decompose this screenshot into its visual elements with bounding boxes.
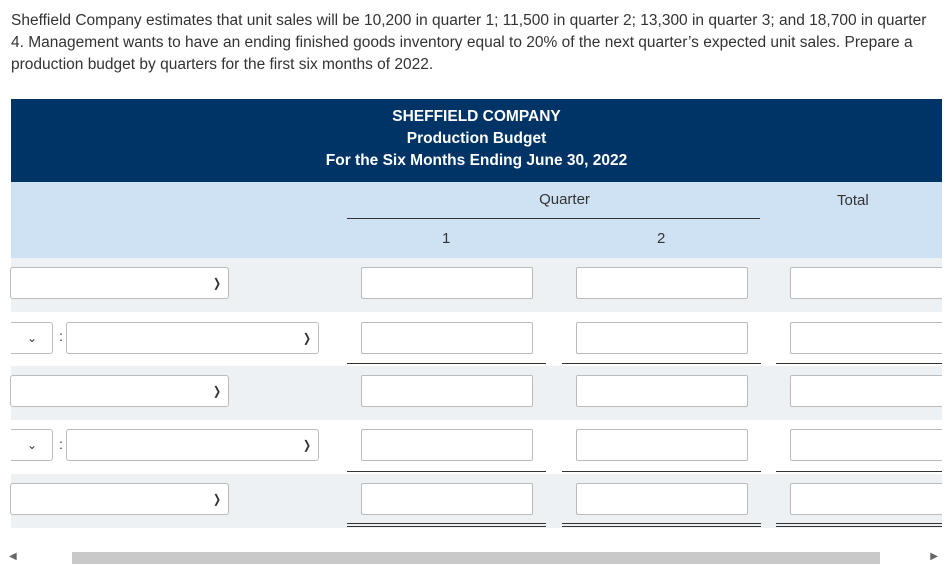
total-column-label: Total	[837, 192, 869, 209]
horizontal-scrollbar[interactable]	[0, 549, 947, 567]
row-3-total-input[interactable]	[790, 375, 942, 407]
budget-row-1	[11, 258, 942, 312]
budget-row-2	[11, 312, 942, 366]
column-headers	[11, 182, 942, 258]
budget-title: Production Budget	[406, 130, 547, 147]
chevron-down-icon: ⌄	[27, 331, 38, 345]
subtotal-rule-total	[776, 471, 942, 472]
subtotal-rule-q1	[347, 471, 546, 472]
row-4-label-select[interactable]	[66, 429, 319, 461]
triangle-left-icon[interactable]: ◀	[9, 551, 17, 562]
quarter-1-label: 1	[442, 230, 451, 247]
problem-statement: Sheffield Company estimates that unit sales will be 10,200 in quarter 1; 11,500 in quarter 2; 13,300 in quarter 3; and 18,700 in quarter 4. Management wants to have an ending finished goods inventory equal to 20% of the next quarter’s expected unit sales. Prepare a production budget by quarters for the first six months of 2022.	[11, 12, 927, 73]
row-2-operator-select[interactable]	[11, 322, 53, 354]
row-3-q1-input[interactable]	[361, 375, 533, 407]
subtotal-rule-q2	[562, 471, 761, 472]
row-4-q2-input[interactable]	[576, 429, 748, 461]
budget-row-3	[11, 366, 942, 420]
final-double-rule-q2	[562, 523, 761, 527]
budget-period: For the Six Months Ending June 30, 2022	[325, 152, 628, 169]
row-4-total-input[interactable]	[790, 429, 942, 461]
chevron-down-icon: ❯	[212, 384, 221, 398]
quarter-group-label: Quarter	[539, 191, 590, 208]
row-1-label-select[interactable]	[10, 267, 229, 299]
company-name: SHEFFIELD COMPANY	[392, 108, 561, 125]
row-4-operator-select[interactable]	[11, 429, 53, 461]
row-2-q2-input[interactable]	[576, 322, 748, 354]
final-double-rule-total	[776, 523, 942, 527]
subtotal-rule-total	[776, 363, 942, 364]
row-4-q1-input[interactable]	[361, 429, 533, 461]
row-5-q1-input[interactable]	[361, 483, 533, 515]
chevron-down-icon: ❯	[302, 438, 311, 452]
row-5-total-input[interactable]	[790, 483, 942, 515]
scrollbar-thumb[interactable]	[72, 552, 880, 564]
chevron-down-icon: ❯	[212, 492, 221, 506]
final-double-rule-q1	[347, 523, 546, 527]
row-1-q1-input[interactable]	[361, 267, 533, 299]
budget-row-5	[11, 474, 942, 528]
subtotal-rule-q2	[562, 363, 761, 364]
row-3-q2-input[interactable]	[576, 375, 748, 407]
budget-row-4	[11, 420, 942, 474]
colon-separator: :	[59, 436, 63, 452]
chevron-down-icon: ❯	[302, 331, 311, 345]
subtotal-rule-q1	[347, 363, 546, 364]
row-3-label-select[interactable]	[10, 375, 229, 407]
row-2-label-select[interactable]	[66, 322, 319, 354]
quarter-underline	[347, 218, 760, 219]
row-1-q2-input[interactable]	[576, 267, 748, 299]
row-5-label-select[interactable]	[10, 483, 229, 515]
budget-header	[11, 99, 942, 182]
chevron-down-icon: ❯	[212, 276, 221, 290]
triangle-right-icon[interactable]: ▶	[930, 551, 938, 562]
quarter-2-label: 2	[657, 230, 666, 247]
row-1-total-input[interactable]	[790, 267, 942, 299]
row-2-q1-input[interactable]	[361, 322, 533, 354]
row-2-total-input[interactable]	[790, 322, 942, 354]
row-5-q2-input[interactable]	[576, 483, 748, 515]
chevron-down-icon: ⌄	[27, 438, 38, 452]
colon-separator: :	[59, 328, 63, 344]
